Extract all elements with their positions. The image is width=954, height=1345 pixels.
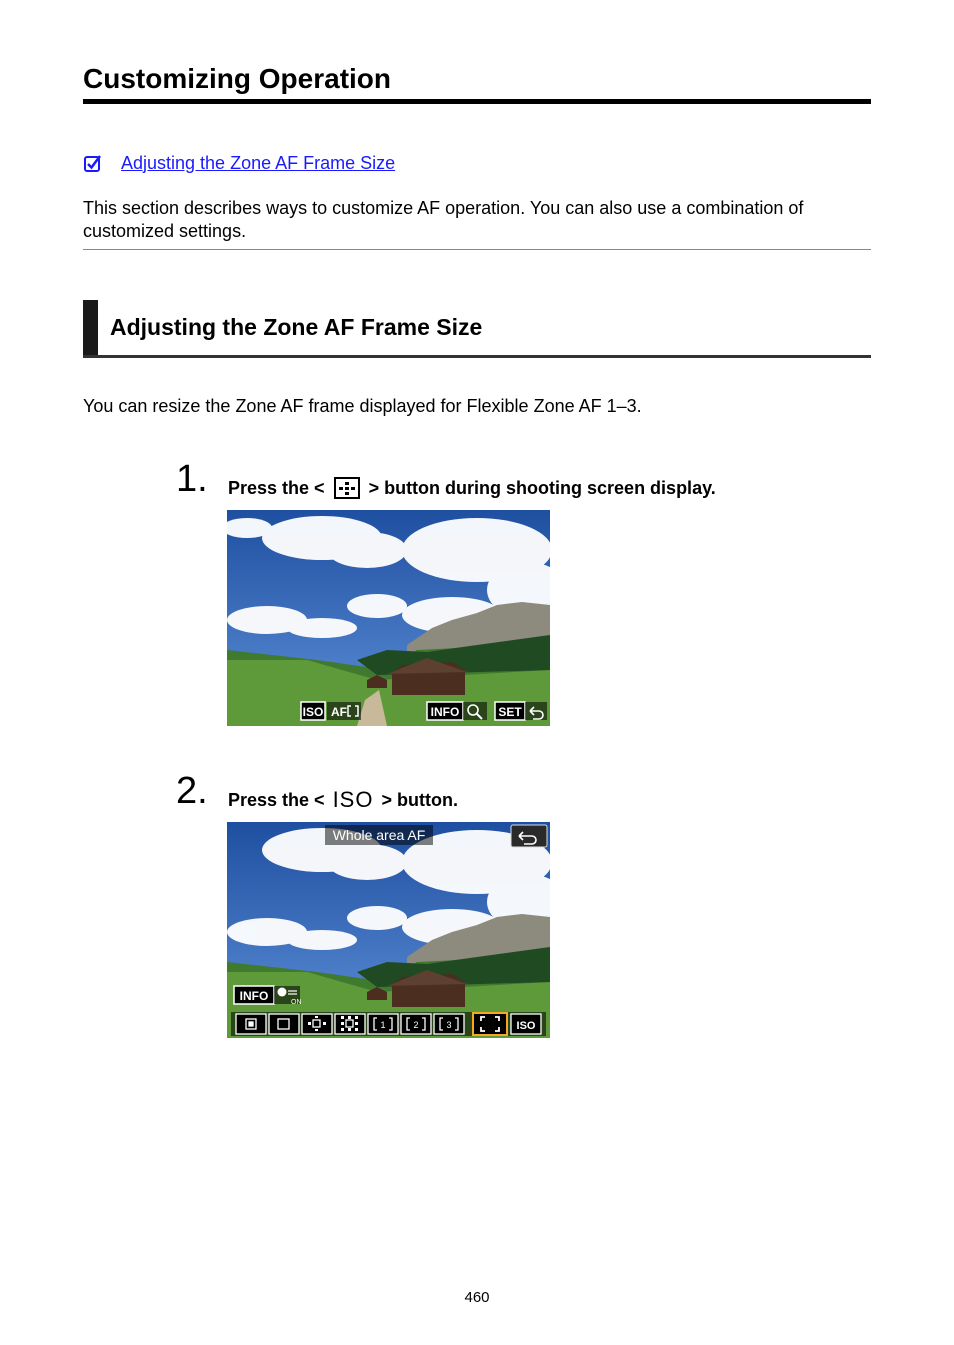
- info-button-label: INFO: [239, 989, 269, 1003]
- step-instruction: [228, 476, 716, 500]
- section-title: Adjusting the Zone AF Frame Size: [110, 314, 483, 340]
- af-1-point-button[interactable]: [269, 1014, 299, 1034]
- af-mode-label: Whole area AF: [332, 827, 426, 843]
- checkbox-link-icon: [83, 153, 103, 173]
- step-number: 2.: [176, 770, 208, 812]
- zone-1-label: 1: [380, 1020, 386, 1030]
- on-label: ON: [291, 999, 302, 1006]
- zone-2-label: 2: [413, 1020, 419, 1030]
- af-label: AF: [331, 705, 347, 719]
- step-text-after: > button.: [376, 790, 458, 810]
- whole-area-af-button[interactable]: [473, 1013, 507, 1035]
- camera-screen-2: [227, 822, 550, 1038]
- toc-entry: [83, 150, 395, 176]
- step-text-before: Press the <: [228, 790, 330, 810]
- iso-button-label: ISO: [302, 705, 324, 719]
- zone-3-label: 3: [446, 1020, 452, 1030]
- step-number: 1.: [176, 458, 208, 500]
- title-underline: [83, 99, 871, 104]
- af-point-select-icon: [334, 477, 360, 499]
- iso-icon: ISO: [332, 787, 374, 812]
- set-button-label: SET: [498, 705, 522, 719]
- toc-link-zone-af[interactable]: Adjusting the Zone AF Frame Size: [121, 152, 396, 173]
- section-description: You can resize the Zone AF frame displayed for Flexible Zone AF 1–3.: [83, 396, 642, 416]
- intro-text: This section describes ways to customize AF operation. You can also use a combination of customized settings.: [83, 198, 804, 241]
- page-number: 460: [464, 1289, 490, 1306]
- info-button-label: INFO: [430, 705, 460, 719]
- divider: [83, 249, 871, 250]
- camera-screen-1: [227, 510, 550, 726]
- section-underline: [83, 355, 871, 358]
- section-marker: [83, 300, 98, 357]
- step-text-after: > button during shooting screen display.: [363, 478, 716, 498]
- step-instruction: [228, 788, 458, 812]
- step-text-before: Press the <: [228, 478, 330, 498]
- page-title: Customizing Operation: [83, 63, 391, 94]
- iso-label: ISO: [516, 1020, 536, 1032]
